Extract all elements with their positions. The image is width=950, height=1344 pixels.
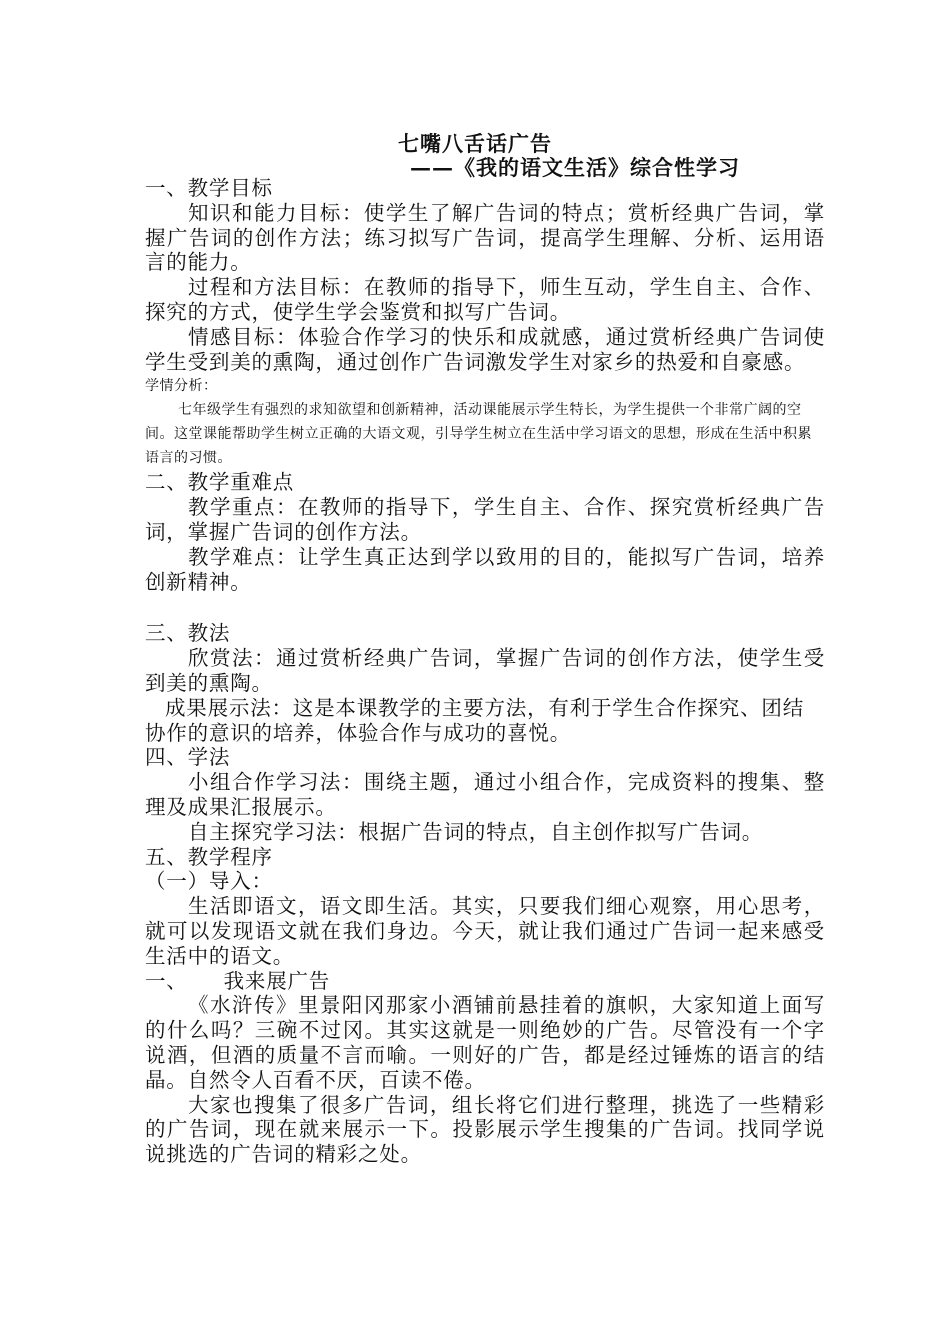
- paragraph-collection: 大家也搜集了很多广告词，组长将它们进行整理，挑选了一些精彩的广告词，现在就来展示一下。投影展示学生搜集的广告词。找同学说说挑选的广告词的精彩之处。: [145, 1092, 825, 1167]
- paragraph-water-margin: 《水浒传》里景阳冈那家小酒铺前悬挂着的旗帜，大家知道上面写的什么吗？三碗不过冈。其实这就是一则绝妙的广告。尽管没有一个字说酒，但酒的质量不言而喻。一则好的广告，都是经过锤炼的语言的结晶。自然令人百看不厌，百读不倦。: [145, 993, 825, 1092]
- list-item-heading: [145, 969, 825, 994]
- list-item-number: 一、: [145, 968, 188, 993]
- paragraph-self-learning: 自主探究学习法：根据广告词的特点，自主创作拟写广告词。: [188, 819, 764, 844]
- student-analysis-paragraph: 七年级学生有强烈的求知欲望和创新精神，活动课能展示学生特长，为学生提供一个非常广阔的空间。这堂课能帮助学生树立正确的大语文观，引导学生树立在生活中学习语文的思想，形成在生活中积累语言的习惯。: [145, 402, 812, 467]
- paragraph-appreciation-method: 欣赏法：通过赏析经典广告词，掌握广告词的创作方法，使学生受到美的熏陶。: [145, 646, 825, 695]
- document-body: [145, 176, 825, 1167]
- paragraph-showcase-method: 成果展示法：这是本课教学的主要方法，有利于学生合作探究、团结协作的意识的培养，体验合作与成功的喜悦。: [145, 695, 804, 745]
- section-heading-procedure: 五、教学程序: [145, 844, 273, 869]
- section-heading-key-points: 二、教学重难点: [145, 470, 295, 495]
- paragraph-introduction: 生活即语文，语文即生活。其实，只要我们细心观察，用心思考，就可以发现语文就在我们身边。今天，就让我们通过广告词一起来感受生活中的语文。: [145, 894, 825, 968]
- paragraph-group-learning: 小组合作学习法：围绕主题，通过小组合作，完成资料的搜集、整理及成果汇报展示。: [145, 770, 825, 819]
- list-item-title: 我来展广告: [223, 968, 331, 993]
- paragraph-key-point: 教学重点：在教师的指导下，学生自主、合作、探究赏析经典广告词，掌握广告词的创作方法。: [145, 495, 825, 544]
- paragraph-knowledge-goal: 知识和能力目标：使学生了解广告词的特点；赏析经典广告词，掌握广告词的创作方法；练习拟写广告词，提高学生理解、分析、运用语言的能力。: [145, 200, 825, 275]
- paragraph-process-goal: 过程和方法目标：在教师的指导下，师生互动，学生自主、合作、探究的方式，使学生学会鉴赏和拟写广告词。: [145, 275, 825, 324]
- section-heading-learning-methods: 四、学法: [145, 745, 231, 770]
- paragraph-difficulty: 教学难点：让学生真正达到学以致用的目的，能拟写广告词，培养创新精神。: [145, 544, 825, 594]
- document-subtitle: ——《我的语文生活》综合性学习: [410, 155, 740, 180]
- paragraph-emotion-goal: 情感目标：体验合作学习的快乐和成就感，通过赏析经典广告词使学生受到美的熏陶，通过创作广告词激发学生对家乡的热爱和自豪感。: [145, 324, 825, 374]
- subheading-introduction: （一）导入：: [145, 869, 273, 894]
- student-analysis-label: 学情分析：: [145, 378, 218, 395]
- document-title: 七嘴八舌话广告: [398, 131, 552, 156]
- section-heading-teaching-methods: 三、教法: [145, 621, 231, 646]
- blank-line: [145, 594, 825, 621]
- section-heading-objectives: 一、教学目标: [145, 176, 273, 200]
